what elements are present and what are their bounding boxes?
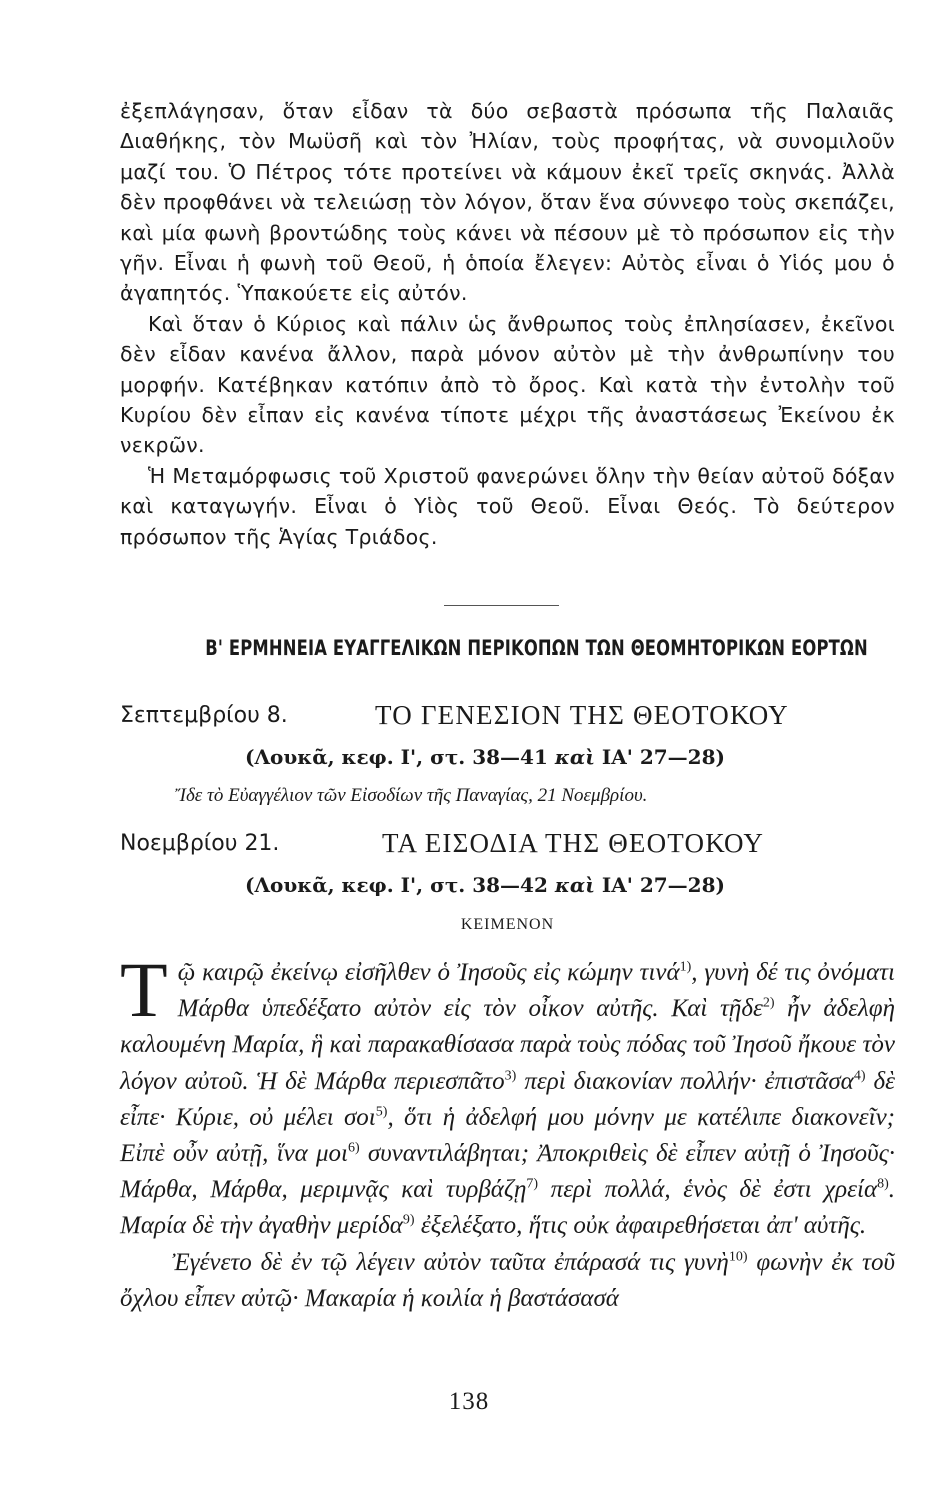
footnote-marker: 4) (853, 1068, 866, 1084)
section-title: Β' ΕΡΜΗΝΕΙΑ ΕΥΑΓΓΕΛΙΚΩΝ ΠΕΡΙΚΟΠΩΝ ΤΩΝ ΘΕΟΜΗΤΟΡΙΚΩΝ ΕΟΡΤΩΝ (205, 636, 868, 660)
reference-chapter: (Λουκᾶ, κεφ. Ι', στ. 38—41 (245, 745, 548, 769)
footnote-marker: 1) (679, 959, 692, 975)
reference-conjunction: καὶ (554, 745, 595, 769)
page-number: 138 (448, 1388, 490, 1415)
reference-conjunction: καὶ (554, 873, 595, 897)
transfiguration-commentary (120, 96, 895, 552)
footnote-marker: 5) (375, 1104, 388, 1120)
section-divider (444, 605, 559, 606)
scripture-reference (245, 873, 725, 897)
paragraph: Ἡ Μεταμόρφωσις τοῦ Χριστοῦ φανερώνει ὅλην τὴν θείαν αὐτοῦ δόξαν καὶ καταγωγήν. Εἶναι ὁ Υἱὸς τοῦ Θεοῦ. Εἶναι Θεός. Τὸ δεύτερον πρόσωπον τῆς Ἁγίας Τριάδος. (120, 463, 895, 549)
reference-verses: ΙΑ' 27—28) (601, 873, 725, 897)
footnote-marker: 2) (762, 995, 775, 1011)
paragraph: ἐξεπλάγησαν, ὅταν εἶδαν τὰ δύο σεβαστὰ πρόσωπα τῆς Παλαιᾶς Διαθήκης, τὸν Μωϋσῆ καὶ τὸν Ἠλίαν, τοὺς προφήτας, νὰ συνομιλοῦν μαζί του. Ὁ Πέτρος τότε προτείνει νὰ κάμουν ἐκεῖ τρεῖς σκηνάς. Ἀλλὰ δὲν προφθάνει νὰ τελειώσῃ τὸν λόγον, ὅταν ἕνα σύννεφο τοὺς σκεπάζει, καὶ μία φωνὴ βροντώδης τοὺς κάνει νὰ πέσουν μὲ τὸ πρόσωπον εἰς τὴν γῆν. Εἶναι ἡ φωνὴ τοῦ Θεοῦ, ἡ ὁποία ἔλεγεν: Αὐτὸς εἶναι ὁ Υἱός μου ὁ ἀγαπητός. Ὑπακούετε εἰς αὐτόν. (120, 99, 895, 306)
scripture-reference (245, 745, 725, 769)
cross-reference-note: Ἴδε τὸ Εὐαγγέλιον τῶν Εἰσοδίων τῆς Παναγίας, 21 Νοεμβρίου. (175, 785, 648, 806)
footnote-marker: 6) (347, 1140, 360, 1156)
reference-chapter: (Λουκᾶ, κεφ. Ι', στ. 38—42 (245, 873, 548, 897)
footnote-marker: 3) (504, 1068, 517, 1084)
footnote-marker: 9) (402, 1213, 415, 1229)
gospel-text (120, 946, 895, 1317)
paragraph: Καὶ ὅταν ὁ Κύριος καὶ πάλιν ὡς ἄνθρωπος τοὺς ἐπλησίασεν, ἐκεῖνοι δὲν εἶδαν κανένα ἄλλον, παρὰ μόνον αὐτὸν μὲ τὴν ἀνθρωπίνην του μορφήν. Κατέβηκαν κατόπιν ἀπὸ τὸ ὄρος. Καὶ κατὰ τὴν ἐντολὴν τοῦ Κυρίου δὲν εἶπαν εἰς κανένα τίποτε μέχρι τῆς ἀναστάσεως Ἐκείνου ἐκ νεκρῶν. (120, 311, 895, 458)
footnote-marker: 8) (877, 1176, 889, 1192)
feast-title: ΤΟ ΓΕΝΕΣΙΟΝ ΤΗΣ ΘΕΟΤΟΚΟΥ (375, 700, 789, 730)
drop-cap: Τ (120, 946, 168, 1033)
feast-date: Σεπτεμβρίου 8. (120, 703, 288, 728)
footnote-marker: 7) (526, 1176, 539, 1192)
feast-title: ΤΑ ΕΙΣΟΔΙΑ ΤΗΣ ΘΕΟΤΟΚΟΥ (382, 828, 765, 858)
reference-verses: ΙΑ' 27—28) (601, 745, 725, 769)
text-label: ΚΕΙΜΕΝΟΝ (460, 916, 555, 933)
footnote-marker: 10) (728, 1249, 748, 1265)
gospel-paragraph: Ἐγένετο δὲ ἐν τῷ λέγειν αὐτὸν ταῦτα ἐπάρασά τις γυνὴ$^{10)}$ φωνὴν ἐκ τοῦ ὄχλου εἶπεν αὐτῷ· Μακαρία ἡ κοιλία ἡ βαστάσασά (120, 1248, 895, 1312)
gospel-paragraph: Τῷ καιρῷ ἐκείνῳ εἰσῆλθεν ὁ Ἰησοῦς εἰς κώμην τινά$^{1)}$, γυνὴ δέ τις ὀνόματι Μάρθα ὑπεδέξατο αὐτὸν εἰς τὸν οἶκον αὐτῆς. Καὶ τῇδε$^{2)}$ ἦν ἀδελφὴ καλουμένη Μαρία, ἣ καὶ παρακαθίσασα παρὰ τοὺς πόδας τοῦ Ἰησοῦ ἤκουε τὸν λόγον αὐτοῦ. Ἡ δὲ Μάρθα περιεσπᾶτο$^{3)}$ περὶ διακονίαν πολλήν· ἐπιστᾶσα$^{4)}$ δὲ εἶπε· Κύριε, οὐ μέλει σοι$^{5)}$, ὅτι ἡ ἀδελφή μου μόνην με κατέλιπε διακονεῖν; Εἰπὲ οὖν αὐτῇ, ἵνα μοι$^{6)}$ συναντιλάβηται; Ἀποκριθεὶς δὲ εἶπεν αὐτῇ ὁ Ἰησοῦς· Μάρθα, Μάρθα, μεριμνᾷς καὶ τυρβάζῃ$^{7)}$ περὶ πολλά, ἑνὸς δὲ ἐστι χρεία$^{8)}$. Μαρία δὲ τὴν ἀγαθὴν μερίδα$^{9)}$ ἐξελέξατο, ἥτις οὐκ ἀφαιρεθήσεται ἀπ' αὐτῆς. (120, 946, 895, 1240)
feast-date: Νοεμβρίου 21. (120, 831, 280, 856)
